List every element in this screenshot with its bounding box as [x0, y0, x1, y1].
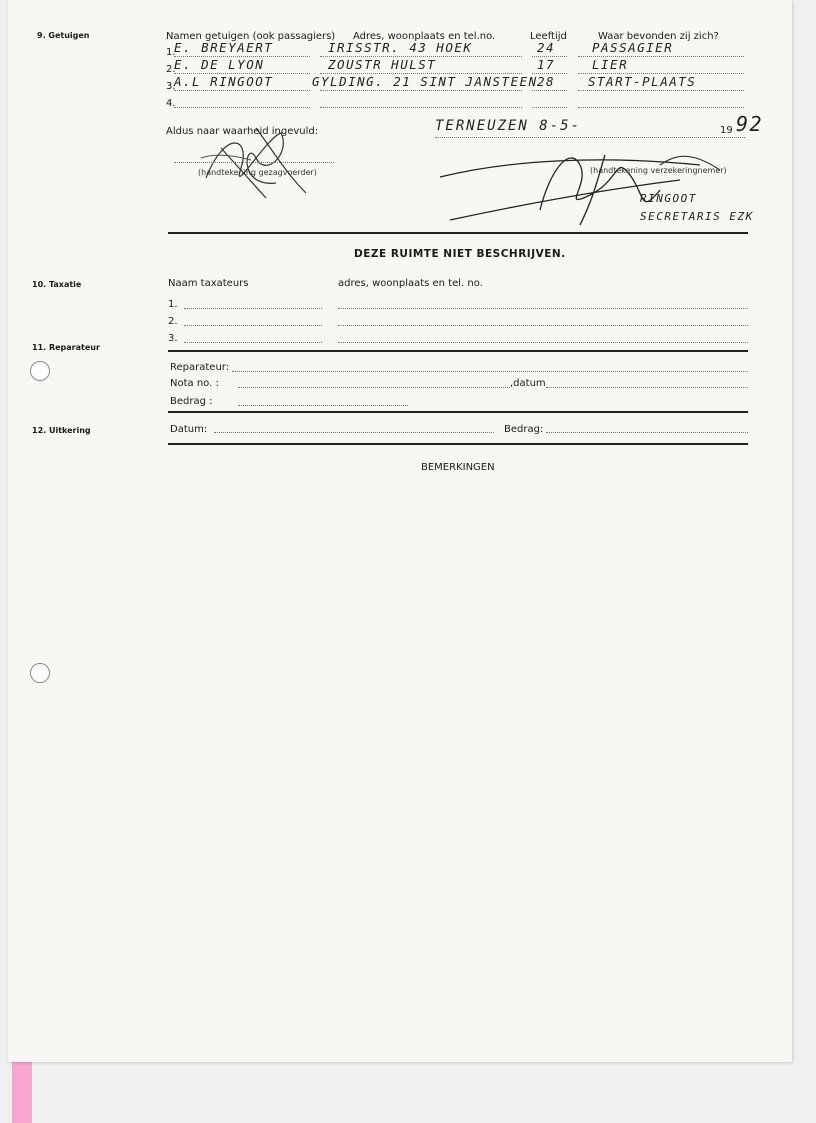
section-divider [168, 350, 748, 352]
appraisal-address-header: adres, woonplaats en tel. no. [338, 278, 483, 289]
witness-row-number: 2. [166, 64, 176, 75]
appraisal-row-number: 2. [168, 316, 178, 327]
remarks-heading: BEMERKINGEN [421, 462, 495, 473]
witness-line [578, 107, 744, 108]
section-witnesses: 9. Getuigen [37, 31, 90, 40]
witness-address: GYLDING. 21 SINT JANSTEEN [312, 74, 538, 89]
section-repairer: 11. Reparateur [32, 343, 100, 352]
witness-line [174, 90, 310, 91]
appraisal-line [184, 342, 322, 343]
invoice-date-label: ,datum [510, 378, 546, 389]
repairer-line [232, 371, 748, 372]
section-divider [168, 232, 748, 234]
appraisal-row-number: 3. [168, 333, 178, 344]
invoice-date-line [546, 387, 748, 388]
witness-line [532, 73, 567, 74]
signer-role: SECRETARIS EZK [640, 210, 754, 223]
witness-line [532, 56, 567, 57]
appraisal-line [184, 308, 322, 309]
appraisal-names-header: Naam taxateurs [168, 278, 249, 289]
section-divider [168, 443, 748, 445]
witness-age: 24 [537, 40, 556, 55]
witness-row-number: 4. [166, 98, 176, 109]
witness-line [174, 56, 310, 57]
appraisal-line [338, 308, 748, 309]
sig-left-line [174, 162, 334, 163]
witness-age: 17 [537, 57, 556, 72]
declaration-place-date: TERNEUZEN 8-5- [435, 118, 582, 134]
witness-name: A.L RINGOOT [174, 74, 274, 89]
appraisal-line [338, 325, 748, 326]
payment-date-label: Datum: [170, 424, 208, 435]
amount-line [238, 405, 408, 406]
payment-date-line [214, 432, 494, 433]
witness-line [174, 73, 310, 74]
section-payment: 12. Uitkering [32, 426, 91, 435]
witness-line [320, 107, 522, 108]
witness-location: START-PLAATS [588, 74, 697, 89]
witness-age: 28 [537, 74, 556, 89]
witness-name: E. BREYAERT [174, 40, 274, 55]
appraisal-line [338, 342, 748, 343]
punch-hole-top [30, 361, 50, 381]
signature-left [196, 118, 316, 203]
sig-left-caption: (handtekening gezagvoerder) [198, 168, 317, 177]
witness-line [578, 56, 744, 57]
signer-name: RINGOOT [640, 192, 697, 205]
witness-line [578, 90, 744, 91]
witness-row-number: 3. [166, 81, 176, 92]
witness-line [532, 90, 567, 91]
repairer-label: Reparateur: [170, 362, 230, 373]
payment-amount-label: Bedrag: [504, 424, 544, 435]
section-appraisal: 10. Taxatie [32, 280, 82, 289]
sig-right-caption: (handtekening verzekeringnemer) [590, 166, 727, 175]
witness-line [532, 107, 567, 108]
witness-line [320, 90, 522, 91]
amount-label: Bedrag : [170, 396, 213, 407]
witness-age-header: Leeftijd [530, 31, 567, 42]
notice-heading: DEZE RUIMTE NIET BESCHRIJVEN. [354, 248, 566, 260]
witness-location: LIER [592, 57, 629, 72]
appraisal-line [184, 325, 322, 326]
witness-address: ZOUSTR HULST [328, 57, 437, 72]
declaration-year-prefix: 19 [720, 125, 733, 136]
punch-hole-bottom [30, 663, 50, 683]
witness-names-header: Namen getuigen (ook passagiers) [166, 31, 336, 42]
witness-line [578, 73, 744, 74]
witness-address-header: Adres, woonplaats en tel.no. [353, 31, 496, 42]
invoice-line [238, 387, 510, 388]
declaration-intro: Aldus naar waarheid ingevuld: [166, 126, 319, 137]
witness-address: IRISSTR. 43 HOEK [328, 40, 473, 55]
witness-row-number: 1. [166, 47, 176, 58]
witness-location-header: Waar bevonden zij zich? [598, 31, 719, 42]
witness-name: E. DE LYON [174, 57, 265, 72]
invoice-label: Nota no. : [170, 378, 219, 389]
declaration-year-suffix: 92 [736, 112, 764, 136]
witness-line [320, 73, 522, 74]
witness-location: PASSAGIER [592, 40, 674, 55]
witness-line [320, 56, 522, 57]
witness-line [174, 107, 310, 108]
payment-amount-line [546, 432, 748, 433]
section-divider [168, 411, 748, 413]
appraisal-row-number: 1. [168, 299, 178, 310]
